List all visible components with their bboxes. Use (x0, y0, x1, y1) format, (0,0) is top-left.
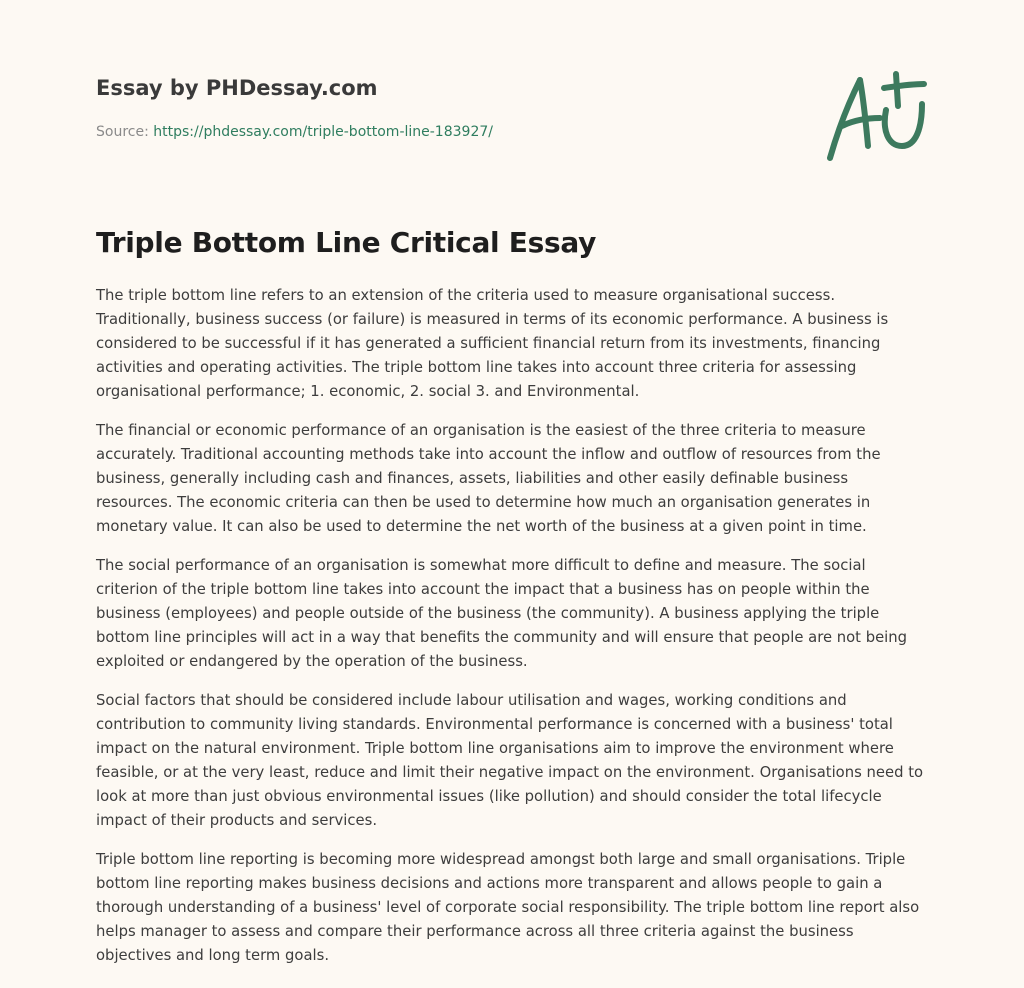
source-label: Source: (96, 124, 149, 140)
paragraph-4: Social factors that should be considered include labour utilisation and wages, working conditions and contribution to community living standards. Environmental performance is concerned with a business' total impact on the natural environment. Triple bottom line organisations aim to improve the environment where feasible, or at the very least, reduce and limit their negative impact on the environment. Organisations need to look at more than just obvious environmental issues (like pollution) and should consider the total lifecycle impact of their products and services. (96, 692, 924, 829)
paragraph-2: The financial or economic performance of an organisation is the easiest of the three criteria to measure accurately. Traditional accounting methods take into account the inflow and outflow of resources from the business, generally including cash and finances, assets, liabilities and other easily definable business resources. The economic criteria can then be used to determine how much an organisation generates in monetary value. It can also be used to determine the net worth of the business at a given point in time. (96, 422, 881, 535)
paragraph-5: Triple bottom line reporting is becoming more widespread amongst both large and small organisations. Triple bottom line reporting makes business decisions and actions more transparent and allows people to gain a thorough understanding of a business' level of corporate social responsibility. The triple bottom line report also helps manager to assess and compare their performance across all three criteria against the business objectives and long term goals. (96, 851, 920, 964)
a-plus-logo-icon (822, 66, 932, 166)
paragraph-3: The social performance of an organisation is somewhat more difficult to define and measure. The social criterion of the triple bottom line takes into account the impact that a business has on people within the business (employees) and people outside of the business (the community). A business applying the triple bottom line principles will act in a way that benefits the community and will ensure that people are not being exploited or endangered by the operation of the business. (96, 557, 908, 670)
source-line (96, 124, 493, 140)
source-link[interactable]: https://phdessay.com/triple-bottom-line-183927/ (153, 124, 493, 140)
paragraph-1: The triple bottom line refers to an extension of the criteria used to measure organisational success. Traditionally, business success (or failure) is measured in terms of its economic performance. A business is considered to be successful if it has generated a sufficient financial return from its investments, financing activities and operating activities. The triple bottom line takes into account three criteria for assessing organisational performance; 1. economic, 2. social 3. and Environmental. (96, 287, 889, 400)
essay-title: Triple Bottom Line Critical Essay (96, 226, 597, 259)
essay-body (96, 284, 928, 983)
site-brand: Essay by PHDessay.com (96, 76, 378, 100)
